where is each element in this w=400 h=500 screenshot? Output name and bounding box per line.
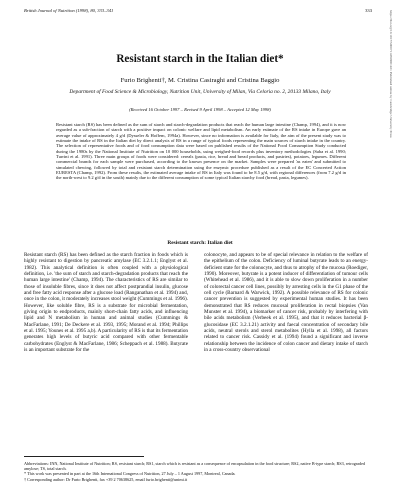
- page-number: 333: [365, 8, 372, 13]
- doi-sidebar-text[interactable]: https://doi.org/10.1017/S0007114598001421 Published online by Cambridge University Press: [389, 10, 393, 138]
- body-column-right: colonocyte, and appears to be of special relevance in relation to the welfare of the epithelium of the colon. Deficiency of luminal butyrate leads to an energy-deficient state for the colonocyte, and thus to atrophy of the mucosa (Roediger, 1990). Moreover, butyrate is a potent inducer of differentiation of tumour cells (Whitehead et al. 1986), and it is able to slow down proliferation in a number of colorectal cancer cell lines, possibly by arresting cells in the G1 phase of the cell cycle (Barnard & Warwick, 1992). A possible relevance of RS for colonic cancer prevention is suggested by experimental human studies. It has been demonstrated that RS reduces mucosal proliferation in rectal biopsies (Van Munster et al. 1994), a biomarker of cancer risk, probably by interfering with bile acids metabolism (Verbeek et al. 1995), and that it reduces bacterial β-glucosidase (EC 3.2.1.21) activity and faecal concentration of secondary bile acids, neutral sterols and sterol metabolites (Hylla et al. 1998), all factors related to cancer risk. Cassidy et al. (1994) found a significant and inverse relationship between the incidence of colon cancer and dietary intake of starch in a cross-country observational: [204, 252, 368, 354]
- received-dates: (Received 16 October 1997 – Revised 9 April 1998 – Accepted 12 May 1998): [129, 107, 271, 112]
- author-affiliation: Department of Food Science & Microbiology, Nutrition Unit, University of Milan, Via Celoria no. 2, 20133 Milano, Italy: [69, 89, 331, 95]
- footnote-rule: [24, 456, 144, 457]
- footnote-correspondence: † Corresponding author: Dr Furio Brighenti, fax +39 2 70638625, email furio.brighenti@unimi.it: [24, 477, 188, 482]
- body-column-left: Resistant starch (RS) has been defined as the starch fraction in foods which is highly resistant to digestion by pancreatic amylase (EC 3.2.1.1; Englyst et al. 1982). This analytical definition is often coupled with a physiological definition, i.e. 'the sum of starch and starch-degradation products that reach the human large intestine' (Champ, 1994). The characteristics of RS are similar to those of insoluble fibres, since it does not affect postprandial insulin, glucose and free fatty acid response after a glucose load (Ranganathan et al. 1994) and, once in the colon, it moderately increases stool weight (Cummings et al. 1996). However, like soluble fibre, RS is a substrate for microbial fermentation, giving origin to endproducts, mainly short-chain fatty acids, and influencing lipid and N metabolism in human and animal studies (Cummings & MacFarlane, 1991; De Deckere et al. 1993, 1995; Morand et al. 1994; Phillips et al. 1995; Younes et al. 1995 a,b). A particularity of RS is that its fermentation generates high levels of butyric acid compared with other fermentable carbohydrates (Englyst & MacFarlane, 1986; Scheppach et al. 1988). Butyrate is an important substrate for the: [24, 252, 188, 354]
- article-authors: Furio Brighenti†, M. Cristina Casiraghi and Cristina Baggio: [120, 77, 280, 84]
- running-header-journal: British Journal of Nutrition (1998), 80, 333–341: [24, 8, 114, 13]
- article-title: Resistant starch in the Italian diet*: [116, 53, 284, 65]
- footnote-presented: * This work was presented in part at the 16th International Congress of Nutrition, 27 July – 1 August 1997, Montreal, Canada.: [24, 471, 236, 476]
- abstract: Resistant starch (RS) has been defined as the sum of starch and starch-degradation products that reach the human large intestine (Champ, 1994), and it is now regarded as a sub-fraction of starch with a positive impact on colonic welfare and lipid metabolism. An early estimate of the RS intake in Europe gave an average value of approximately 4 g/d (Dysseler & Hoffem, 1994a). However, since no information is available for Italy, the aim of the present study was to estimate the intake of RS in the Italian diet by direct analysis of RS in a range of typical foods representing the main sources of starch intake in the country. The selection of representative foods and of food consumption data were based on published results of the National Food Consumption Study conducted during the 1980s by the National Institute of Nutrition on 10 000 households, using weighed-food records plus inventory methodologies (Saba et al. 1990; Turrini et al. 1991). Three main groups of foods were considered: cereals (pasta, rice, bread and bread products, and pastries), potatoes, legumes. Different commercial brands for each sample were purchased, according to the known presence on the market. Samples were prepared 'as eaten' and submitted to simulated chewing, followed by total and resistant starch determination using the enzymic procedure published as a result of the EC Concerted Action EURESTA (Champ, 1992). From these results, the estimated average intake of RS in Italy was found to be 8.5 g/d, with regional differences (from 7.2 g/d in the north-west to 9.2 g/d in the south) mainly due to the different consumption of some typical Italian starchy food (bread, pasta, legumes).: [56, 122, 346, 181]
- keywords: Resistant starch: Italian diet: [167, 240, 233, 246]
- footnote-abbreviations: Abbreviations: INN, National Institute of Nutrition; RS, resistant starch; RS1, starch which is resistant as a consequence of encapsulation in the food structure; RS2, native B-type starch; RS3, retrograded amylose; TS, total starch.: [24, 461, 366, 471]
